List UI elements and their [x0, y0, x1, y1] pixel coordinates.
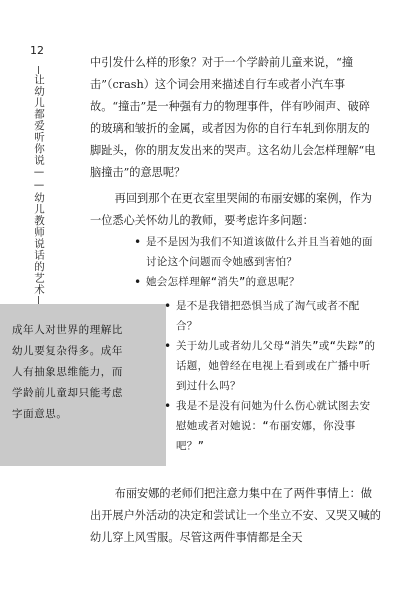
list-item: • 是不是因为我们不知道该做什么并且当着她的面讨论这个问题而令她感到害怕？ [146, 232, 382, 272]
book-subtitle: 幼儿教师说话的艺术 [33, 192, 45, 296]
paragraph-2: 再回到那个在更衣室里哭闹的布丽安娜的案例，作为一位悉心关怀幼儿的教师，要考虑许多问题： [90, 192, 372, 227]
sidebar-box [0, 304, 166, 466]
sidebar-note: 成年人对世界的理解比幼儿要复杂得多。成年人有抽象思维能力，而学龄前儿童却只能考虑字面意思。 [12, 324, 123, 420]
body-text [90, 52, 380, 232]
question-list-b [176, 296, 380, 456]
list-item: • 关于幼儿或者幼儿父母“消失”或“失踪”的话题，她曾经在电视上看到或在广播中听到过什么吗？ [176, 336, 380, 396]
question-list-a [146, 232, 382, 292]
paragraph-3: 布丽安娜的老师们把注意力集中在了两件事情上：做出开展户外活动的决定和尝试让一个坐立不安、又哭又喊的幼儿穿上风雪服。尽管这两件事情都是全天 [90, 487, 381, 544]
book-title: 让幼儿都爱听你说 [33, 74, 45, 166]
list-item: • 我是不是没有问她为什么伤心就试图去安慰她或者对她说：“布丽安娜，你没事吧？” [176, 396, 380, 456]
title-separator: —— [33, 166, 45, 192]
running-head [26, 74, 52, 296]
page-number: 12 [30, 44, 44, 57]
list-item: • 她会怎样理解“消失”的意思呢？ [146, 272, 382, 292]
list-item: • 是不是我错把恐惧当成了淘气或者不配合？ [176, 296, 380, 336]
paragraph-1: 中引发什么样的形象？对于一个学龄前儿童来说，“撞击”（crash）这个词会用来描述自行车或者小汽车事故。“撞击”是一种强有力的物理事件，伴有吵闹声、破碎的玻璃和皱折的金属，或者因为你的自行车轧到你朋友的脚趾头，你的朋友发出来的哭声。这名幼儿会怎样理解“电脑撞击”的意思呢？ [90, 56, 376, 179]
